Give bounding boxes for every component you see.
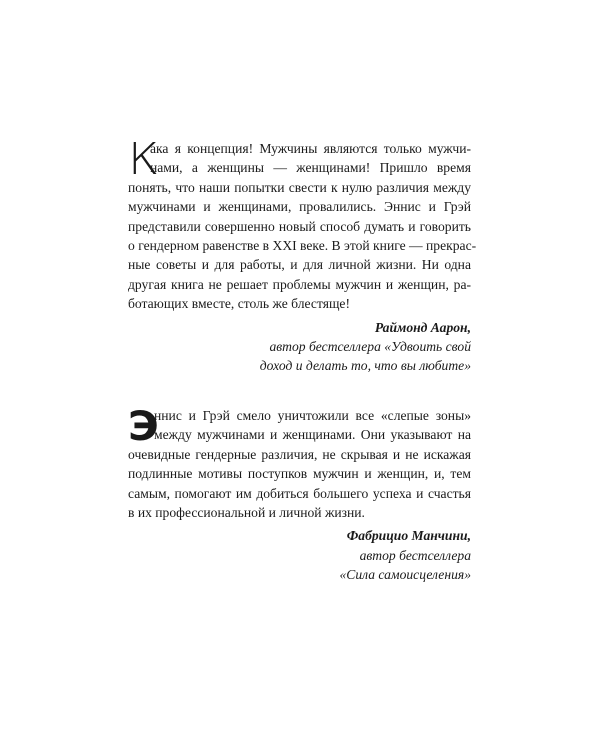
quote-line: в их профессиональной и личной жизни. <box>128 504 365 520</box>
quote-line: ботающих вместе, столь же блестяще! <box>128 296 350 312</box>
quote-line: между мужчинами и женщинами. Они указывают на <box>154 427 471 443</box>
author-credit: автор бестселлера «Удвоить свой <box>269 338 471 354</box>
quote-attribution <box>128 526 471 584</box>
praise-quote-mancini <box>128 406 471 585</box>
author-credit: «Сила самоисцеления» <box>339 567 471 583</box>
quote-attribution <box>128 318 471 376</box>
quote-line: ные советы и для работы, и для личной жизни. Ни одна <box>128 257 471 273</box>
author-credit: доход и делать то, что вы любите» <box>259 358 471 374</box>
quote-line: ннис и Грэй смело уничтожили все «слепые зоны» <box>154 408 471 423</box>
drop-cap-letter: Э <box>128 404 158 450</box>
praise-quote-aaron <box>128 134 477 376</box>
quote-line: представили совершенно новый способ думать и говорить <box>128 218 471 234</box>
drop-cap-letter: К <box>128 134 160 185</box>
quote-line: подлинные мотивы поступков мужчин и женщин, и, тем <box>128 466 471 482</box>
quote-line: мужчинами и женщинами, провалились. Эннис и Грэй <box>128 199 471 215</box>
author-name: Раймонд Аарон, <box>374 319 471 335</box>
quote-line: самым, помогают им добиться большего успеха и счастья <box>128 485 471 501</box>
quote-line: понять, что наши попытки свести к нулю различия между <box>128 179 471 195</box>
quote-line: ака я концепция! Мужчины являются только мужчи- <box>150 141 471 156</box>
quote-line: нами, а женщины — женщинами! Пришло время <box>150 160 471 176</box>
quote-line: о гендерном равенстве в XXI веке. В этой книге — прекрас- <box>128 237 477 253</box>
quote-line: другая книга не решает проблемы мужчин и женщин, ра- <box>128 276 471 292</box>
quote-line: очевидные гендерные различия, не скрывая и не искажая <box>128 446 471 462</box>
author-name: Фабрицио Манчини, <box>346 528 471 544</box>
author-credit: автор бестселлера <box>359 547 471 563</box>
